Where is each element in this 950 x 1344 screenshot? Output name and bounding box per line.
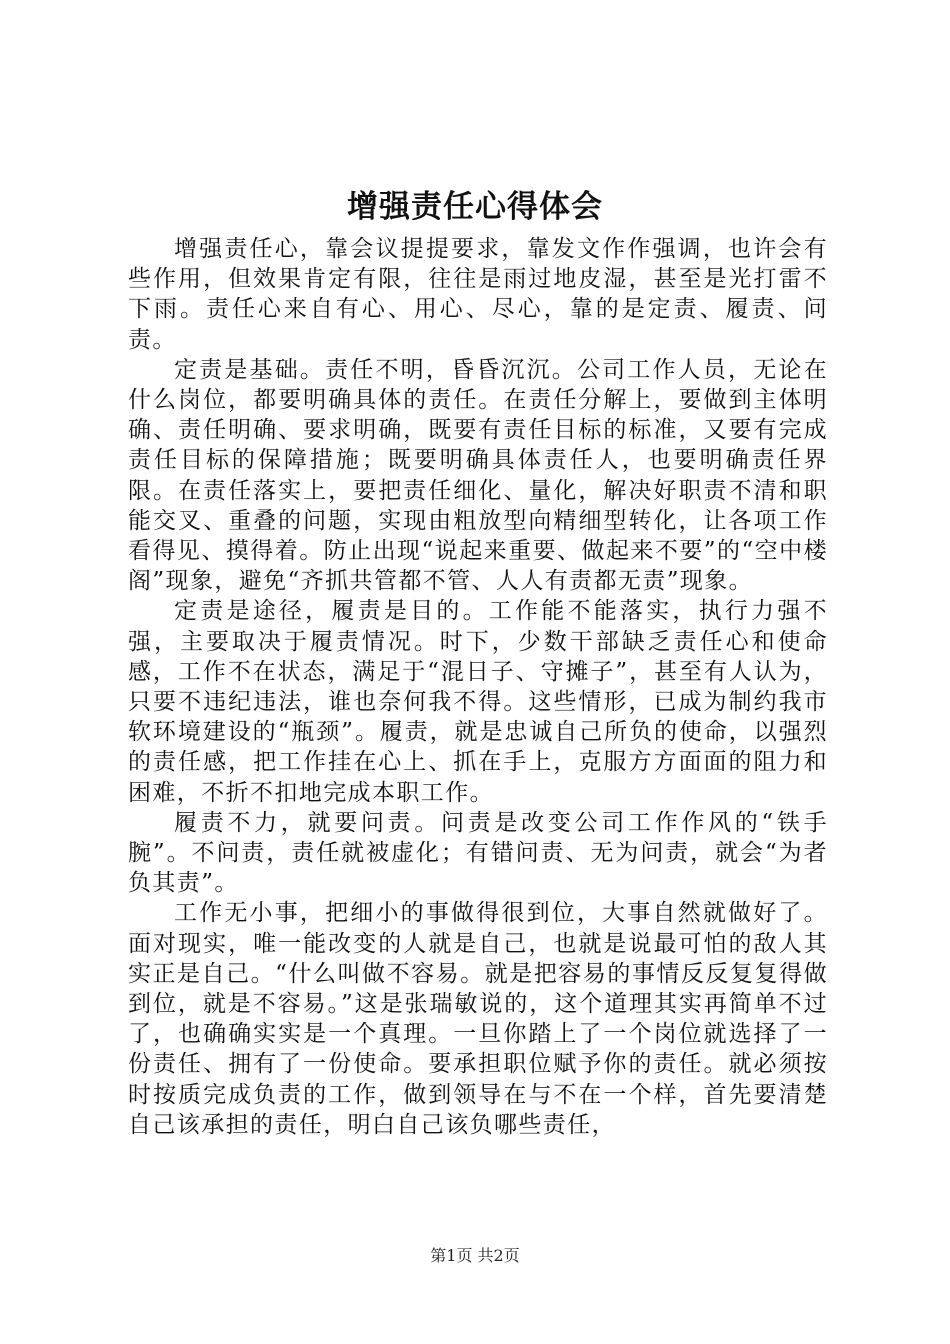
paragraph-2: 定责是基础。责任不明，昏昏沉沉。公司工作人员，无论在什么岗位，都要明确具体的责任。在责任分解上，要做到主体明确、责任明确、要求明确，既要有责任目标的标准，又要有完成责任目标的保障措施；既要明确具体责任人，也要明确责任界限。在责任落实上，要把责任细化、量化，解决好职责不清和职能交叉、重叠的问题，实现由粗放型向精细型转化，让各项工作看得见、摸得着。防止出现“说起来重要、做起来不要”的“空中楼阁”现象，避免“齐抓共管都不管、人人有责都无责”现象。 xyxy=(128,356,828,595)
page-footer: 第1页 共2页 xyxy=(430,1246,520,1265)
document-title: 增强责任心得体会 xyxy=(347,189,603,225)
paragraph-5: 工作无小事，把细小的事做得很到位，大事自然就做好了。面对现实，唯一能改变的人就是自己，也就是说最可怕的敌人其实正是自己。“什么叫做不容易。就是把容易的事情反反复复得做到位，就是不容易。”这是张瑞敏说的，这个道理其实再简单不过了，也确确实实是一个真理。一旦你踏上了一个岗位就选择了一份责任、拥有了一份使命。要承担职位赋予你的责任。就必须按时按质完成负责的工作，做到领导在与不在一个样，首先要清楚自己该承担的责任，明白自己该负哪些责任， xyxy=(128,900,828,1138)
paragraph-4: 履责不力，就要问责。问责是改变公司工作作风的“铁手腕”。不问责，责任就被虚化；有错问责、无为问责，就会“为者负其责”。 xyxy=(128,809,828,897)
document-body xyxy=(128,234,828,1140)
paragraph-1: 增强责任心，靠会议提提要求，靠发文作作强调，也许会有些作用，但效果肯定有限，往往是雨过地皮湿，甚至是光打雷不下雨。责任心来自有心、用心、尽心，靠的是定责、履责、问责。 xyxy=(128,236,828,353)
paragraph-3: 定责是途径，履责是目的。工作能不能落实，执行力强不强，主要取决于履责情况。时下，少数干部缺乏责任心和使命感，工作不在状态，满足于“混日子、守摊子”，甚至有人认为，只要不违纪违法，谁也奈何我不得。这些情形，已成为制约我市软环境建设的“瓶颈”。履责，就是忠诚自己所负的使命，以强烈的责任感，把工作挂在心上、抓在手上，克服方方面面的阻力和困难，不折不扣地完成本职工作。 xyxy=(128,598,828,806)
